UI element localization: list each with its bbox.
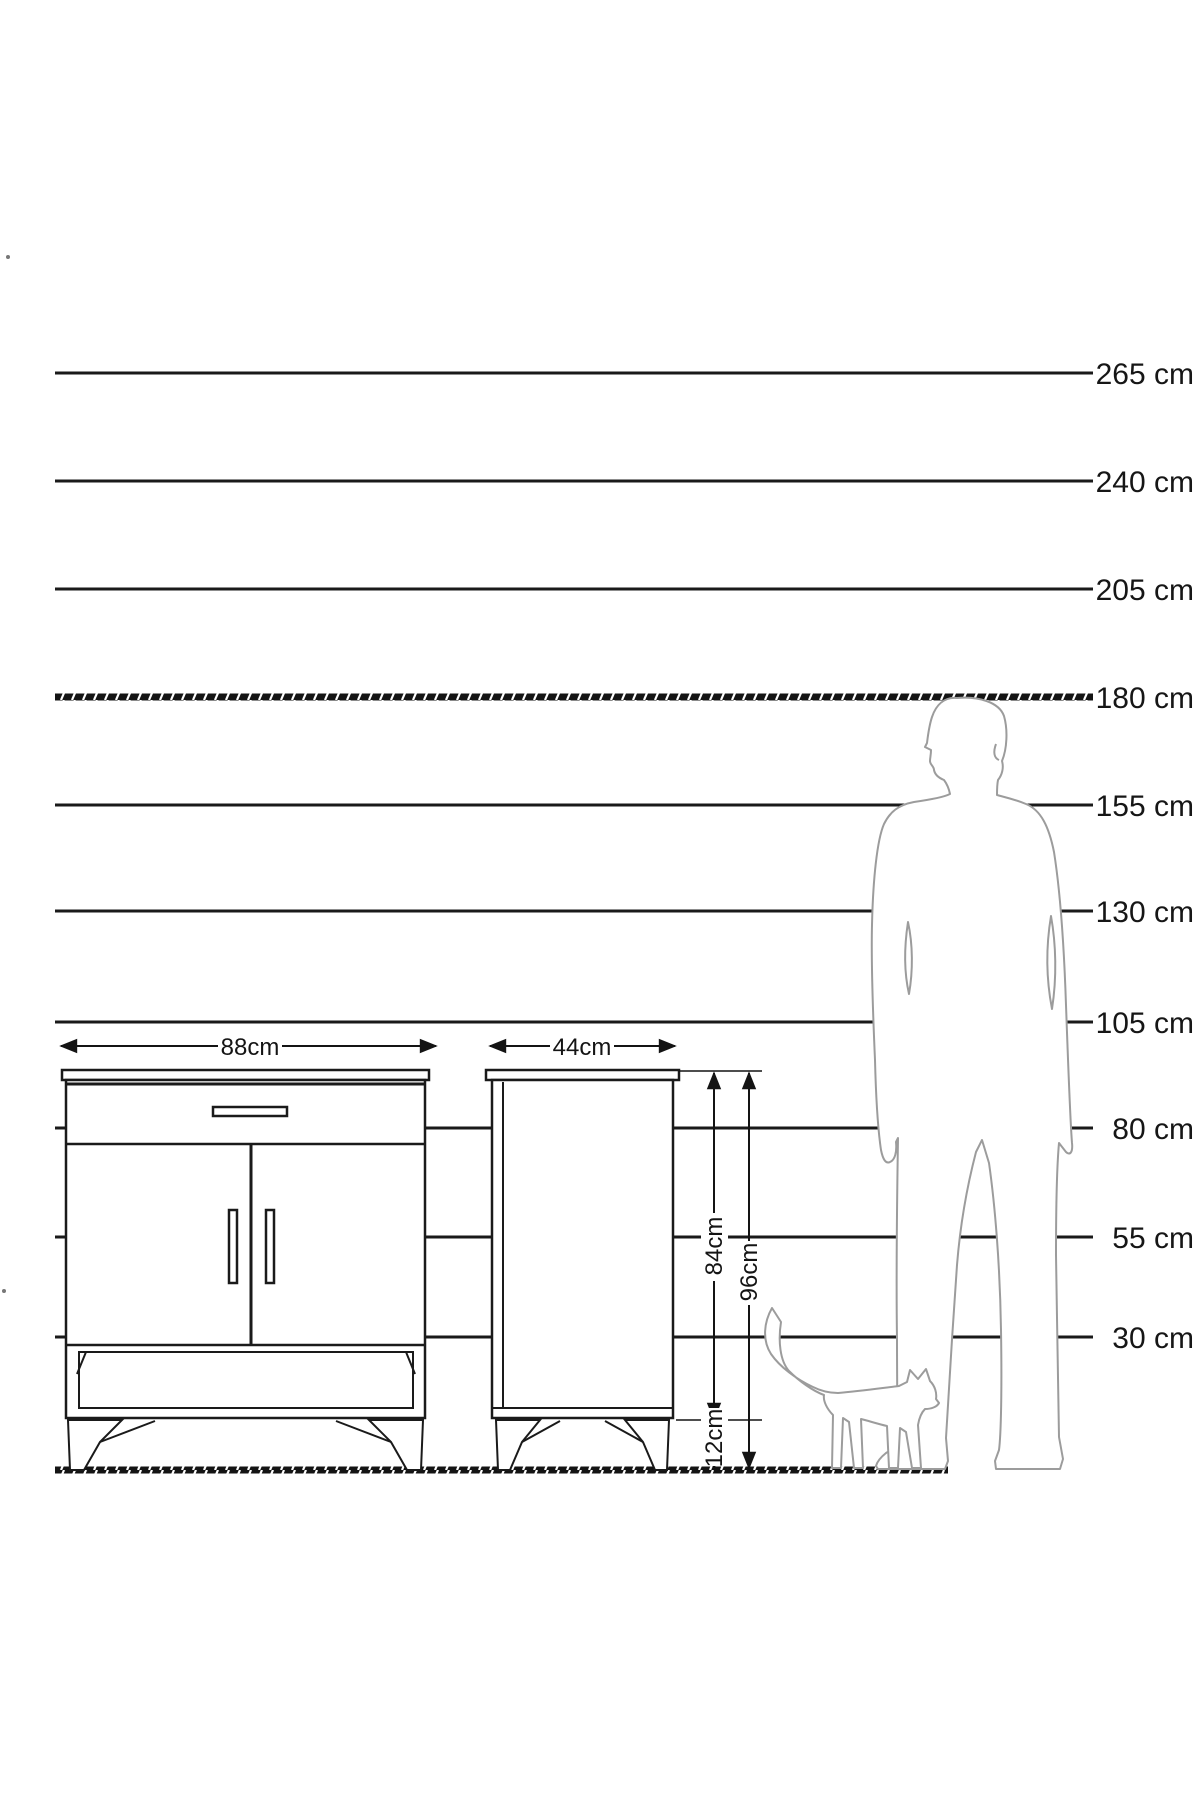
side-depth-label: 44cm bbox=[552, 1034, 612, 1061]
scale-label-30: 30 cm bbox=[1112, 1322, 1194, 1355]
scale-label-105: 105 cm bbox=[1095, 1007, 1194, 1040]
side-leg-left bbox=[496, 1420, 540, 1470]
door-handle-left bbox=[229, 1210, 237, 1283]
open-shelf bbox=[79, 1352, 413, 1408]
man-outline bbox=[872, 698, 1072, 1469]
scale-label-130: 130 cm bbox=[1095, 896, 1194, 929]
side-top-slab bbox=[486, 1070, 679, 1080]
body-height-label: 84cm bbox=[701, 1216, 728, 1276]
scale-label-180: 180 cm bbox=[1095, 682, 1194, 715]
scale-line-205 bbox=[55, 588, 1093, 591]
drawer-handle bbox=[213, 1107, 287, 1116]
scale-label-80: 80 cm bbox=[1112, 1113, 1194, 1146]
cabinet-front-view bbox=[62, 1070, 429, 1470]
cabinet-leg-front-left bbox=[68, 1420, 122, 1470]
front-width-label: 88cm bbox=[220, 1034, 280, 1061]
speck-artifact bbox=[6, 255, 10, 259]
man-silhouette bbox=[872, 698, 1072, 1469]
scale-line-240 bbox=[55, 480, 1093, 483]
cabinet-side-view bbox=[486, 1070, 679, 1470]
scale-line-180 bbox=[55, 694, 1093, 701]
scale-label-240: 240 cm bbox=[1095, 466, 1194, 499]
scale-label-155: 155 cm bbox=[1095, 790, 1194, 823]
scale-label-205: 205 cm bbox=[1095, 574, 1194, 607]
scale-label-55: 55 cm bbox=[1112, 1222, 1194, 1255]
speck-artifact bbox=[2, 1289, 6, 1293]
side-leg-right bbox=[625, 1420, 669, 1470]
door-handle-right bbox=[266, 1210, 274, 1283]
cabinet-leg-front-right bbox=[369, 1420, 423, 1470]
total-height-label: 96cm bbox=[736, 1242, 763, 1302]
scale-line-265 bbox=[55, 372, 1093, 375]
side-body bbox=[492, 1080, 673, 1418]
cabinet-top-slab bbox=[62, 1070, 429, 1080]
man-arm-gap-left bbox=[905, 922, 912, 994]
leg-height-label: 12cm bbox=[701, 1408, 728, 1468]
scale-label-265: 265 cm bbox=[1095, 358, 1194, 391]
